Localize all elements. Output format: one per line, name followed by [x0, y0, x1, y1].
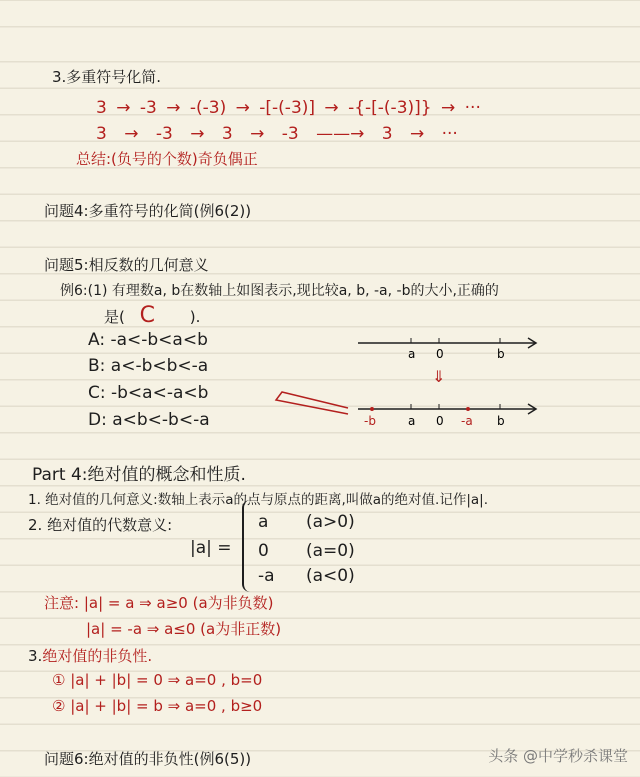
property-2: ② |a| + |b| = b ⇒ a=0 , b≥0	[52, 697, 263, 715]
option-d: D: a<b<-b<-a	[88, 410, 210, 430]
axis1-label-b: b	[497, 347, 505, 361]
item-3-title: 绝对值的非负性.	[42, 647, 153, 665]
answer-suffix: ).	[189, 308, 201, 326]
watermark: 头条 @中学秒杀课堂	[488, 747, 628, 765]
section-3-title: 3.多重符号化简.	[52, 68, 162, 86]
pointer-arrow-icon	[276, 392, 348, 414]
option-b: B: a<-b<b<-a	[88, 356, 209, 376]
case-3-condition: (a<0)	[306, 566, 355, 586]
case-1-value: a	[258, 512, 269, 532]
question-4: 问题4:多重符号的化简(例6(2))	[44, 202, 252, 220]
axis1-label-a: a	[408, 347, 416, 361]
example-6-text: 例6:(1) 有理数a, b在数轴上如图表示,现比较a, b, -a, -b的大小,正确的	[60, 283, 499, 299]
number-line-2	[358, 404, 536, 428]
option-c: C: -b<a<-a<b	[88, 383, 209, 403]
axis2-label-a: a	[408, 414, 416, 428]
abs-lhs: |a| =	[190, 538, 232, 558]
case-3-value: -a	[258, 566, 275, 586]
property-1: ① |a| + |b| = 0 ⇒ a=0 , b=0	[52, 671, 263, 689]
answer-value: C	[139, 303, 156, 328]
answer-line	[104, 303, 200, 328]
algebraic-meaning: 2. 绝对值的代数意义:	[28, 516, 173, 534]
summary: 总结:(负号的个数)奇负偶正	[76, 150, 258, 168]
axis2-label-neg-b: -b	[364, 414, 376, 428]
answer-prefix: 是(	[104, 308, 125, 326]
axis2-label-neg-a: -a	[461, 414, 473, 428]
axis2-label-0: 0	[436, 414, 444, 428]
axis2-label-b: b	[497, 414, 505, 428]
part-4-title: Part 4:绝对值的概念和性质.	[32, 465, 246, 485]
case-2-condition: (a=0)	[306, 541, 355, 561]
case-1-condition: (a>0)	[306, 512, 355, 532]
axis1-label-0: 0	[436, 347, 444, 361]
down-arrow-icon: ⇓	[432, 367, 446, 386]
note-1: 注意: |a| = a ⇒ a≥0 (a为非负数)	[44, 594, 274, 612]
option-a: A: -a<-b<a<b	[88, 330, 208, 350]
piecewise-brace	[242, 500, 254, 592]
note-2: |a| = -a ⇒ a≤0 (a为非正数)	[86, 620, 282, 638]
item-3	[28, 645, 152, 666]
geometric-meaning: 1. 绝对值的几何意义:数轴上表示a的点与原点的距离,叫做a的绝对值.记作|a|.	[28, 492, 489, 508]
question-5-title: 问题5:相反数的几何意义	[44, 256, 209, 274]
simplify-row-1: 3 → -3 → -(-3) → -[-(-3)] → -{-[-(-3)]} → ···	[96, 98, 481, 118]
number-line-1	[358, 338, 536, 361]
simplify-row-2: 3 → -3 → 3 → -3 ——→ 3 → ···	[96, 124, 458, 144]
case-2-value: 0	[258, 541, 269, 561]
item-3-number: 3.	[28, 647, 43, 665]
question-6: 问题6:绝对值的非负性(例6(5))	[44, 750, 252, 768]
number-line-diagram	[260, 330, 560, 440]
